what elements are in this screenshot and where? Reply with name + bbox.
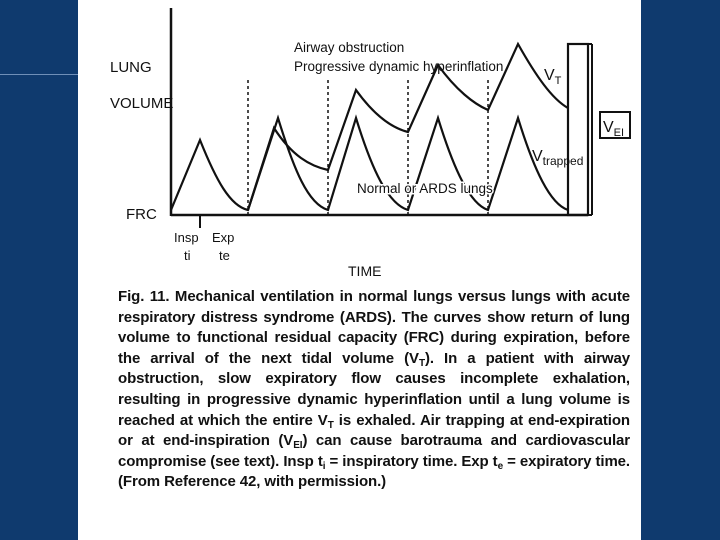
- time-label: TIME: [348, 263, 382, 279]
- caption-text: Mechanical ventilation in normal lungs versus lungs with acute respiratory distress syndrome (ARDS). The curves show return of lung volume to functional residual capacity (FRC) during expiration, before the arrival of the next tidal volume (V: [118, 288, 630, 367]
- insp-label: Insp: [174, 230, 199, 245]
- caption-subscript: T: [327, 419, 334, 431]
- exp-time-label: te: [219, 248, 230, 263]
- vei-label: $V_{EI}$: [603, 119, 625, 139]
- vtrapped-label: $V_{trapped}$: [532, 148, 584, 168]
- lung-label: LUNG: [110, 59, 152, 76]
- caption-text: ). In a patient with airway obstruction, slow expiratory flow causes incomplete exhalation, resulting in progressive dynamic hyperinflation until a lung volume is reached at which the entire V: [118, 349, 630, 429]
- caption-text: = expiratory time. (From Reference 42, with permission.): [118, 452, 630, 491]
- divider-line: [0, 74, 78, 75]
- caption-subscript: EI: [293, 440, 303, 452]
- caption-subscript: e: [497, 460, 504, 472]
- volume-label: VOLUME: [110, 95, 174, 112]
- exp-label: Exp: [212, 230, 235, 245]
- frc-label: FRC: [126, 206, 157, 223]
- ventilation-diagram: [78, 0, 641, 285]
- caption-subscript: i: [322, 460, 326, 472]
- figure-caption: [118, 287, 630, 493]
- vt-label: $V_T$: [544, 67, 562, 87]
- caption-text: is exhaled. Air trapping at end-expiration or at end-inspiration (V: [118, 411, 630, 450]
- airway-obstruction-label: Airway obstruction: [294, 40, 405, 55]
- caption-text: ) can cause barotrauma and cardiovascular compromise (see text). Insp t: [118, 432, 630, 470]
- slide-panel: [78, 0, 641, 540]
- progressive-label: Progressive dynamic hyperinflation: [294, 59, 504, 74]
- end-inspiration-box: [568, 44, 588, 215]
- normal-lungs-curve: [171, 118, 568, 210]
- caption-fig-number: Fig. 11.: [118, 288, 170, 305]
- insp-time-label: ti: [184, 248, 191, 263]
- caption-subscript: T: [418, 357, 425, 369]
- normal-ards-label: Normal or ARDS lungs: [357, 181, 493, 196]
- caption-text: = inspiratory time. Exp t: [325, 452, 498, 470]
